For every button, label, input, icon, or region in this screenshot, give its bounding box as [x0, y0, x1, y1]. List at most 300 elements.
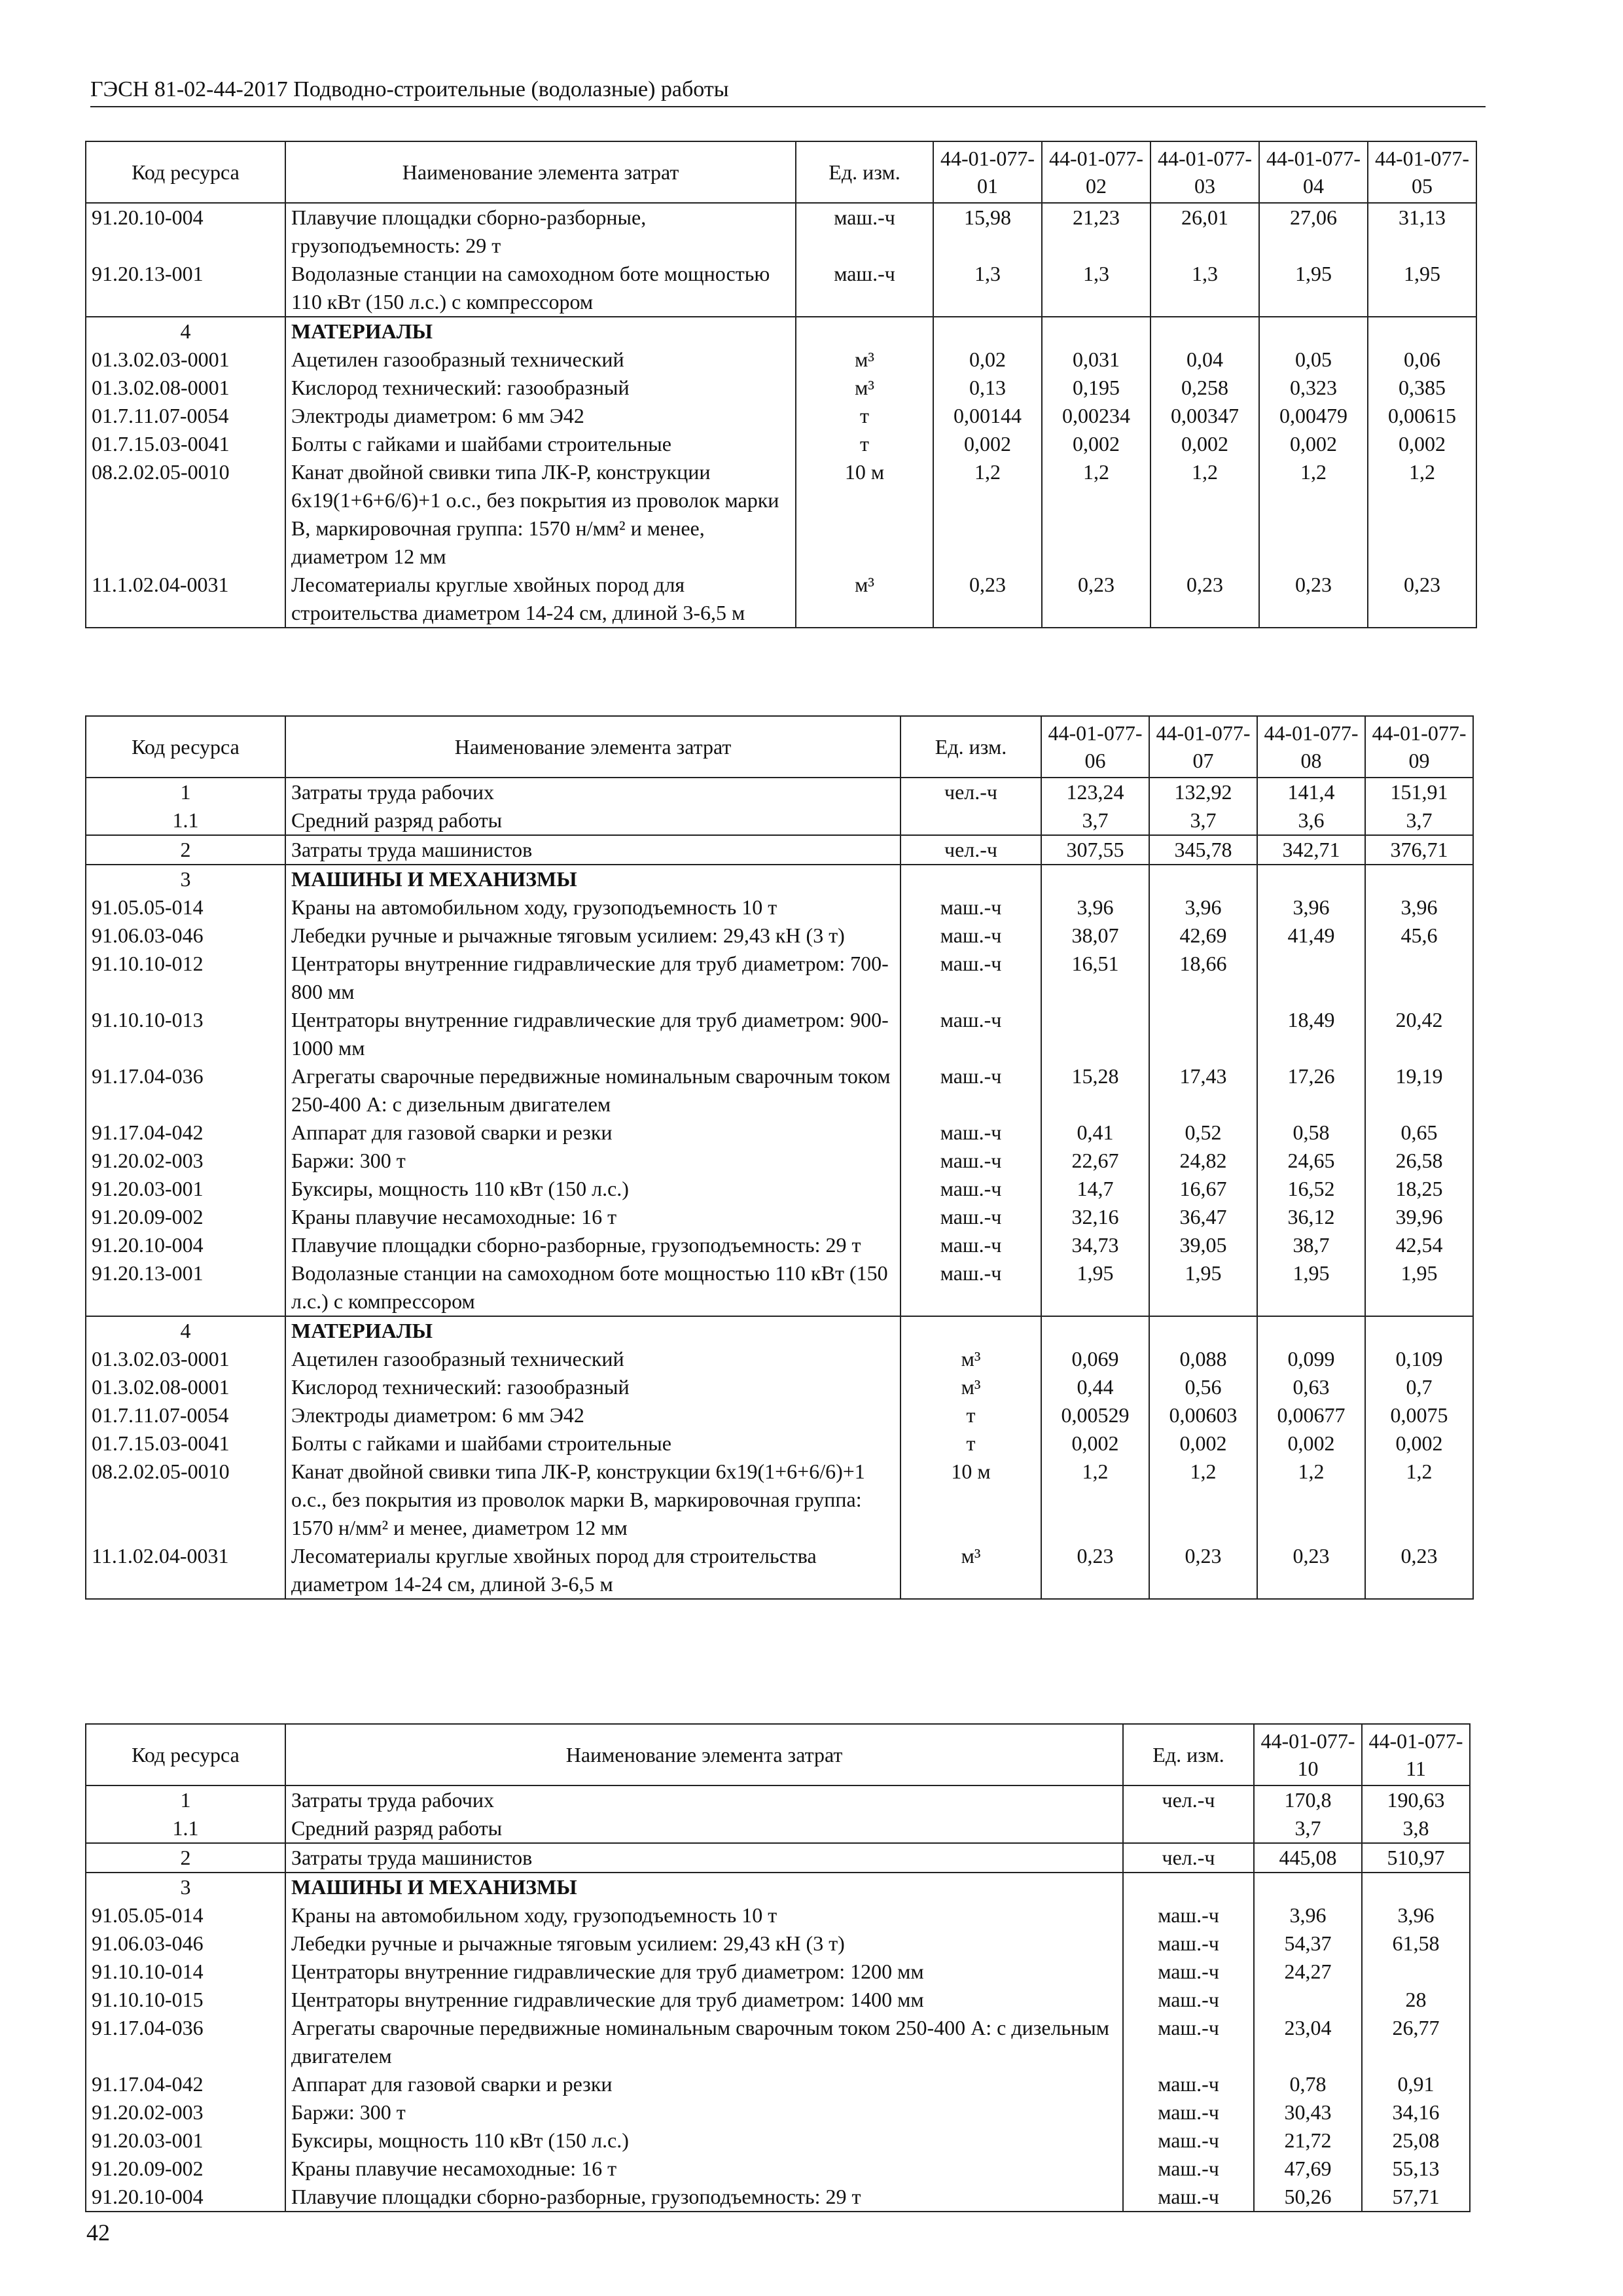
- norm-value: 3,96: [1149, 893, 1257, 922]
- unit: маш.-ч: [901, 922, 1041, 950]
- norm-value: 34,73: [1041, 1231, 1149, 1259]
- unit: маш.-ч: [901, 1006, 1041, 1062]
- table-row: [86, 1316, 1473, 1345]
- unit: т: [901, 1401, 1041, 1429]
- norm-value: 21,23: [1042, 203, 1150, 260]
- resource-code: 91.05.05-014: [86, 893, 285, 922]
- cost-element-name: Ацетилен газообразный технический: [285, 346, 796, 374]
- cost-element-name: Плавучие площадки сборно-разборные, грузоподъемность: 29 т: [285, 2183, 1123, 2212]
- norm-value: [1149, 865, 1257, 893]
- norm-value: 54,37: [1254, 1929, 1362, 1958]
- norm-value: 26,58: [1365, 1147, 1473, 1175]
- resource-code: 91.20.13-001: [86, 1259, 285, 1316]
- unit: маш.-ч: [1123, 2183, 1254, 2212]
- norm-value: 132,92: [1149, 778, 1257, 806]
- norm-value: 27,06: [1259, 203, 1368, 260]
- norm-value: 31,13: [1368, 203, 1476, 260]
- norm-value: 22,67: [1041, 1147, 1149, 1175]
- norm-value: [1042, 317, 1150, 346]
- header-code: Код ресурса: [86, 141, 285, 203]
- norm-value: 39,96: [1365, 1203, 1473, 1231]
- norm-value: 0,00603: [1149, 1401, 1257, 1429]
- resource-code: 11.1.02.04-0031: [86, 1542, 285, 1599]
- norm-value: 1,95: [1257, 1259, 1365, 1316]
- table-row: [86, 1373, 1473, 1401]
- unit: [901, 806, 1041, 835]
- unit: маш.-ч: [796, 203, 933, 260]
- norm-value: [1257, 1316, 1365, 1345]
- norm-value: 0,002: [1150, 430, 1259, 458]
- norm-value: 18,49: [1257, 1006, 1365, 1062]
- header-name: Наименование элемента затрат: [285, 1724, 1123, 1785]
- norm-value: 0,23: [1150, 571, 1259, 628]
- cost-element-name: Баржи: 300 т: [285, 2098, 1123, 2126]
- resource-code: 1.1: [86, 806, 285, 835]
- table-row: [86, 2070, 1470, 2098]
- unit: маш.-ч: [901, 1259, 1041, 1316]
- norm-value: 1,2: [1365, 1458, 1473, 1542]
- norm-value: 0,00144: [933, 402, 1042, 430]
- norm-value: 0,088: [1149, 1345, 1257, 1373]
- cost-element-name: Плавучие площадки сборно-разборные, грузоподъемность: 29 т: [285, 203, 796, 260]
- table-row: [86, 1345, 1473, 1373]
- norm-value: 21,72: [1254, 2126, 1362, 2155]
- resource-code: 91.17.04-036: [86, 2014, 285, 2070]
- norm-value: [1041, 1006, 1149, 1062]
- cost-element-name: Краны плавучие несамоходные: 16 т: [285, 1203, 901, 1231]
- header-norm-code: 44-01-077-07: [1149, 716, 1257, 778]
- header-norm-code: 44-01-077-04: [1259, 141, 1368, 203]
- cost-element-name: Затраты труда машинистов: [285, 1843, 1123, 1873]
- resource-code: 91.20.09-002: [86, 1203, 285, 1231]
- cost-element-name: Затраты труда машинистов: [285, 835, 901, 865]
- norm-value: 0,05: [1259, 346, 1368, 374]
- unit: маш.-ч: [1123, 1986, 1254, 2014]
- norm-value: 1,3: [1150, 260, 1259, 317]
- cost-element-name: Краны на автомобильном ходу, грузоподъемность 10 т: [285, 1901, 1123, 1929]
- norm-value: 0,323: [1259, 374, 1368, 402]
- header-norm-code: 44-01-077-06: [1041, 716, 1149, 778]
- norm-value: 3,7: [1041, 806, 1149, 835]
- table-row: [86, 1175, 1473, 1203]
- table-row: [86, 2098, 1470, 2126]
- norm-value: 3,7: [1149, 806, 1257, 835]
- norm-value: 57,71: [1362, 2183, 1470, 2212]
- resource-code: 91.17.04-042: [86, 1119, 285, 1147]
- resource-code: 3: [86, 1873, 285, 1901]
- cost-element-name: Кислород технический: газообразный: [285, 1373, 901, 1401]
- norm-value: 345,78: [1149, 835, 1257, 865]
- header-code: Код ресурса: [86, 1724, 285, 1785]
- cost-element-name: Агрегаты сварочные передвижные номинальным сварочным током 250-400 А: с дизельным двигателем: [285, 2014, 1123, 2070]
- header-norm-code: 44-01-077-09: [1365, 716, 1473, 778]
- norm-value: 3,7: [1365, 806, 1473, 835]
- norm-value: 0,23: [1149, 1542, 1257, 1599]
- norm-value: 0,56: [1149, 1373, 1257, 1401]
- unit: маш.-ч: [1123, 2126, 1254, 2155]
- norm-value: [1149, 1006, 1257, 1062]
- norm-value: 16,67: [1149, 1175, 1257, 1203]
- norm-value: 0,44: [1041, 1373, 1149, 1401]
- norm-value: 36,47: [1149, 1203, 1257, 1231]
- norms-table-1: [85, 141, 1477, 628]
- norm-value: 45,6: [1365, 922, 1473, 950]
- resource-code: 91.20.03-001: [86, 1175, 285, 1203]
- norm-value: 3,7: [1254, 1814, 1362, 1843]
- resource-code: 91.10.10-012: [86, 950, 285, 1006]
- norm-value: 1,95: [1259, 260, 1368, 317]
- norm-value: 0,65: [1365, 1119, 1473, 1147]
- header-norm-code: 44-01-077-11: [1362, 1724, 1470, 1785]
- table-row: [86, 1259, 1473, 1316]
- header-name: Наименование элемента затрат: [285, 141, 796, 203]
- norm-value: 376,71: [1365, 835, 1473, 865]
- table-row: [86, 893, 1473, 922]
- norm-value: 38,7: [1257, 1231, 1365, 1259]
- unit: 10 м: [901, 1458, 1041, 1542]
- cost-element-name: Краны на автомобильном ходу, грузоподъемность 10 т: [285, 893, 901, 922]
- table-row: [86, 1542, 1473, 1599]
- norm-value: 26,77: [1362, 2014, 1470, 2070]
- norm-value: 0,23: [1041, 1542, 1149, 1599]
- norm-value: 0,099: [1257, 1345, 1365, 1373]
- cost-element-name: Болты с гайками и шайбами строительные: [285, 1429, 901, 1458]
- cost-element-name: МАШИНЫ И МЕХАНИЗМЫ: [285, 865, 901, 893]
- cost-element-name: Плавучие площадки сборно-разборные, грузоподъемность: 29 т: [285, 1231, 901, 1259]
- table-row: [86, 835, 1473, 865]
- resource-code: 91.20.03-001: [86, 2126, 285, 2155]
- norm-value: 15,98: [933, 203, 1042, 260]
- cost-element-name: Средний разряд работы: [285, 806, 901, 835]
- norm-value: 0,00529: [1041, 1401, 1149, 1429]
- cost-element-name: Ацетилен газообразный технический: [285, 1345, 901, 1373]
- norm-value: [1257, 950, 1365, 1006]
- resource-code: 08.2.02.05-0010: [86, 458, 285, 571]
- norm-value: 15,28: [1041, 1062, 1149, 1119]
- resource-code: 91.10.10-013: [86, 1006, 285, 1062]
- norm-value: 0,02: [933, 346, 1042, 374]
- header-norm-code: 44-01-077-08: [1257, 716, 1365, 778]
- norm-value: 1,2: [1257, 1458, 1365, 1542]
- table-row: [86, 374, 1476, 402]
- norm-value: 16,51: [1041, 950, 1149, 1006]
- resource-code: 1: [86, 1785, 285, 1814]
- norm-value: 141,4: [1257, 778, 1365, 806]
- norms-table-2: [85, 715, 1474, 1600]
- table-row: [86, 317, 1476, 346]
- cost-element-name: Затраты труда рабочих: [285, 1785, 1123, 1814]
- norm-value: 20,42: [1365, 1006, 1473, 1062]
- unit: маш.-ч: [1123, 1929, 1254, 1958]
- resource-code: 91.05.05-014: [86, 1901, 285, 1929]
- header-norm-code: 44-01-077-03: [1150, 141, 1259, 203]
- norm-value: 0,002: [1257, 1429, 1365, 1458]
- norm-value: 3,6: [1257, 806, 1365, 835]
- unit: маш.-ч: [901, 1175, 1041, 1203]
- resource-code: 01.3.02.08-0001: [86, 374, 285, 402]
- resource-code: 3: [86, 865, 285, 893]
- cost-element-name: Кислород технический: газообразный: [285, 374, 796, 402]
- unit: маш.-ч: [1123, 1901, 1254, 1929]
- unit: [901, 1316, 1041, 1345]
- resource-code: 2: [86, 835, 285, 865]
- norm-value: 0,13: [933, 374, 1042, 402]
- table-row: [86, 1119, 1473, 1147]
- norm-value: [1257, 865, 1365, 893]
- norms-table-3: [85, 1723, 1471, 2212]
- header-norm-code: 44-01-077-01: [933, 141, 1042, 203]
- norm-value: 0,58: [1257, 1119, 1365, 1147]
- norm-value: 0,23: [1257, 1542, 1365, 1599]
- unit: м³: [796, 346, 933, 374]
- header-unit: Ед. изм.: [901, 716, 1041, 778]
- table-row: [86, 1147, 1473, 1175]
- norm-value: 28: [1362, 1986, 1470, 2014]
- header-row: [86, 1724, 1470, 1785]
- unit: маш.-ч: [1123, 2155, 1254, 2183]
- header-norm-code: 44-01-077-02: [1042, 141, 1150, 203]
- norm-value: [1365, 865, 1473, 893]
- norm-value: 17,26: [1257, 1062, 1365, 1119]
- norm-value: 0,63: [1257, 1373, 1365, 1401]
- cost-element-name: Лесоматериалы круглые хвойных пород для строительства диаметром 14-24 см, длиной 3-6,5 м: [285, 1542, 901, 1599]
- norm-value: 1,2: [933, 458, 1042, 571]
- unit: [796, 317, 933, 346]
- resource-code: 91.20.09-002: [86, 2155, 285, 2183]
- norm-value: 307,55: [1041, 835, 1149, 865]
- unit: [901, 865, 1041, 893]
- norm-value: 50,26: [1254, 2183, 1362, 2212]
- norm-value: 0,23: [1259, 571, 1368, 628]
- norm-value: [1254, 1873, 1362, 1901]
- cost-element-name: МАТЕРИАЛЫ: [285, 317, 796, 346]
- cost-element-name: Канат двойной свивки типа ЛК-Р, конструкции 6х19(1+6+6/6)+1 о.с., без покрытия из проволок марки В, маркировочная группа: 1570 н/мм² и менее, диаметром 12 мм: [285, 458, 796, 571]
- norm-value: 26,01: [1150, 203, 1259, 260]
- unit: маш.-ч: [1123, 2014, 1254, 2070]
- norm-value: [1041, 1316, 1149, 1345]
- header-unit: Ед. изм.: [796, 141, 933, 203]
- cost-element-name: Водолазные станции на самоходном боте мощностью 110 кВт (150 л.с.) с компрессором: [285, 260, 796, 317]
- norm-value: 30,43: [1254, 2098, 1362, 2126]
- norm-value: 24,65: [1257, 1147, 1365, 1175]
- norm-value: [1365, 1316, 1473, 1345]
- norm-value: 18,66: [1149, 950, 1257, 1006]
- norm-value: 0,23: [933, 571, 1042, 628]
- resource-code: 91.17.04-036: [86, 1062, 285, 1119]
- resource-code: 08.2.02.05-0010: [86, 1458, 285, 1542]
- header-norm-code: 44-01-077-05: [1368, 141, 1476, 203]
- resource-code: 11.1.02.04-0031: [86, 571, 285, 628]
- table-row: [86, 346, 1476, 374]
- table-row: [86, 1901, 1470, 1929]
- norm-value: 0,00234: [1042, 402, 1150, 430]
- unit: [1123, 1814, 1254, 1843]
- norm-value: 0,002: [1259, 430, 1368, 458]
- table-row: [86, 260, 1476, 317]
- norm-value: 0,06: [1368, 346, 1476, 374]
- norm-value: 170,8: [1254, 1785, 1362, 1814]
- cost-element-name: Баржи: 300 т: [285, 1147, 901, 1175]
- cost-element-name: Средний разряд работы: [285, 1814, 1123, 1843]
- norm-value: 1,95: [1365, 1259, 1473, 1316]
- cost-element-name: Аппарат для газовой сварки и резки: [285, 2070, 1123, 2098]
- unit: чел.-ч: [901, 835, 1041, 865]
- norm-value: 1,95: [1149, 1259, 1257, 1316]
- norm-value: 0,41: [1041, 1119, 1149, 1147]
- unit: маш.-ч: [901, 1062, 1041, 1119]
- norm-value: 1,2: [1149, 1458, 1257, 1542]
- norm-value: 0,002: [1041, 1429, 1149, 1458]
- cost-element-name: Лебедки ручные и рычажные тяговым усилием: 29,43 кН (3 т): [285, 1929, 1123, 1958]
- unit: маш.-ч: [1123, 1958, 1254, 1986]
- resource-code: 1: [86, 778, 285, 806]
- norm-value: 123,24: [1041, 778, 1149, 806]
- cost-element-name: Аппарат для газовой сварки и резки: [285, 1119, 901, 1147]
- resource-code: 01.7.11.07-0054: [86, 1401, 285, 1429]
- unit: т: [796, 430, 933, 458]
- table-row: [86, 1958, 1470, 1986]
- norm-value: 14,7: [1041, 1175, 1149, 1203]
- norm-value: 1,2: [1368, 458, 1476, 571]
- resource-code: 91.20.02-003: [86, 2098, 285, 2126]
- unit: маш.-ч: [901, 1119, 1041, 1147]
- norm-value: 342,71: [1257, 835, 1365, 865]
- table-row: [86, 1929, 1470, 1958]
- cost-element-name: Лебедки ручные и рычажные тяговым усилием: 29,43 кН (3 т): [285, 922, 901, 950]
- norm-value: 32,16: [1041, 1203, 1149, 1231]
- norm-value: 61,58: [1362, 1929, 1470, 1958]
- cost-element-name: Канат двойной свивки типа ЛК-Р, конструкции 6х19(1+6+6/6)+1 о.с., без покрытия из проволок марки В, маркировочная группа: 1570 н/мм² и менее, диаметром 12 мм: [285, 1458, 901, 1542]
- resource-code: 4: [86, 1316, 285, 1345]
- norm-value: 0,52: [1149, 1119, 1257, 1147]
- unit: чел.-ч: [1123, 1785, 1254, 1814]
- resource-code: 4: [86, 317, 285, 346]
- norm-value: [1259, 317, 1368, 346]
- norm-value: 445,08: [1254, 1843, 1362, 1873]
- cost-element-name: Центраторы внутренние гидравлические для труб диаметром: 1200 мм: [285, 1958, 1123, 1986]
- norm-value: 38,07: [1041, 922, 1149, 950]
- cost-element-name: Водолазные станции на самоходном боте мощностью 110 кВт (150 л.с.) с компрессором: [285, 1259, 901, 1316]
- resource-code: 91.20.02-003: [86, 1147, 285, 1175]
- table-row: [86, 1814, 1470, 1843]
- resource-code: 01.3.02.08-0001: [86, 1373, 285, 1401]
- resource-code: 91.20.10-004: [86, 2183, 285, 2212]
- norm-value: 0,04: [1150, 346, 1259, 374]
- unit: 10 м: [796, 458, 933, 571]
- norm-value: 0,069: [1041, 1345, 1149, 1373]
- norm-value: 42,54: [1365, 1231, 1473, 1259]
- norm-value: [1365, 950, 1473, 1006]
- table-row: [86, 778, 1473, 806]
- cost-element-name: Агрегаты сварочные передвижные номинальным сварочным током 250-400 А: с дизельным двигателем: [285, 1062, 901, 1119]
- unit: маш.-ч: [1123, 2098, 1254, 2126]
- resource-code: 01.7.15.03-0041: [86, 430, 285, 458]
- norm-value: 0,002: [1042, 430, 1150, 458]
- norm-value: 0,385: [1368, 374, 1476, 402]
- norm-value: 1,3: [1042, 260, 1150, 317]
- table-row: [86, 1873, 1470, 1901]
- norm-value: [1254, 1986, 1362, 2014]
- table-row: [86, 1203, 1473, 1231]
- norm-value: [1368, 317, 1476, 346]
- norm-value: [1362, 1873, 1470, 1901]
- norm-value: 3,96: [1257, 893, 1365, 922]
- norm-value: 0,00615: [1368, 402, 1476, 430]
- unit: маш.-ч: [1123, 2070, 1254, 2098]
- table-row: [86, 1429, 1473, 1458]
- norm-value: 0,7: [1365, 1373, 1473, 1401]
- norm-value: 24,27: [1254, 1958, 1362, 1986]
- unit: [1123, 1873, 1254, 1901]
- unit: м³: [901, 1345, 1041, 1373]
- cost-element-name: Буксиры, мощность 110 кВт (150 л.с.): [285, 1175, 901, 1203]
- norm-value: [1150, 317, 1259, 346]
- table-row: [86, 2014, 1470, 2070]
- norm-value: 3,96: [1365, 893, 1473, 922]
- unit: маш.-ч: [901, 1231, 1041, 1259]
- norm-value: 19,19: [1365, 1062, 1473, 1119]
- norm-value: 0,23: [1368, 571, 1476, 628]
- table-row: [86, 203, 1476, 260]
- unit: м³: [901, 1373, 1041, 1401]
- running-header: ГЭСН 81-02-44-2017 Подводно-строительные (водолазные) работы: [90, 77, 1486, 107]
- table-row: [86, 2183, 1470, 2212]
- header-row: [86, 141, 1476, 203]
- resource-code: 91.06.03-046: [86, 1929, 285, 1958]
- norm-value: 41,49: [1257, 922, 1365, 950]
- norm-value: 0,00347: [1150, 402, 1259, 430]
- norm-value: 510,97: [1362, 1843, 1470, 1873]
- cost-element-name: МАТЕРИАЛЫ: [285, 1316, 901, 1345]
- norm-value: 1,2: [1042, 458, 1150, 571]
- table-row: [86, 571, 1476, 628]
- table-row: [86, 1986, 1470, 2014]
- table-row: [86, 950, 1473, 1006]
- resource-code: 01.3.02.03-0001: [86, 346, 285, 374]
- unit: м³: [796, 571, 933, 628]
- norm-value: 47,69: [1254, 2155, 1362, 2183]
- norm-value: [1041, 865, 1149, 893]
- norm-value: 55,13: [1362, 2155, 1470, 2183]
- norm-value: 0,00677: [1257, 1401, 1365, 1429]
- table-row: [86, 1401, 1473, 1429]
- norm-value: 0,78: [1254, 2070, 1362, 2098]
- table-row: [86, 1006, 1473, 1062]
- header-unit: Ед. изм.: [1123, 1724, 1254, 1785]
- table-row: [86, 2126, 1470, 2155]
- table-row: [86, 1062, 1473, 1119]
- table-row: [86, 1458, 1473, 1542]
- norm-value: 39,05: [1149, 1231, 1257, 1259]
- header-norm-code: 44-01-077-10: [1254, 1724, 1362, 1785]
- table-row: [86, 458, 1476, 571]
- cost-element-name: Электроды диаметром: 6 мм Э42: [285, 402, 796, 430]
- unit: м³: [796, 374, 933, 402]
- cost-element-name: Центраторы внутренние гидравлические для труб диаметром: 1400 мм: [285, 1986, 1123, 2014]
- cost-element-name: Краны плавучие несамоходные: 16 т: [285, 2155, 1123, 2183]
- norm-value: 0,23: [1365, 1542, 1473, 1599]
- table-row: [86, 806, 1473, 835]
- table-row: [86, 865, 1473, 893]
- resource-code: 91.20.13-001: [86, 260, 285, 317]
- cost-element-name: Буксиры, мощность 110 кВт (150 л.с.): [285, 2126, 1123, 2155]
- norm-value: 190,63: [1362, 1785, 1470, 1814]
- table-row: [86, 922, 1473, 950]
- norm-value: 1,95: [1368, 260, 1476, 317]
- resource-code: 01.7.15.03-0041: [86, 1429, 285, 1458]
- resource-code: 01.7.11.07-0054: [86, 402, 285, 430]
- norm-value: 1,2: [1259, 458, 1368, 571]
